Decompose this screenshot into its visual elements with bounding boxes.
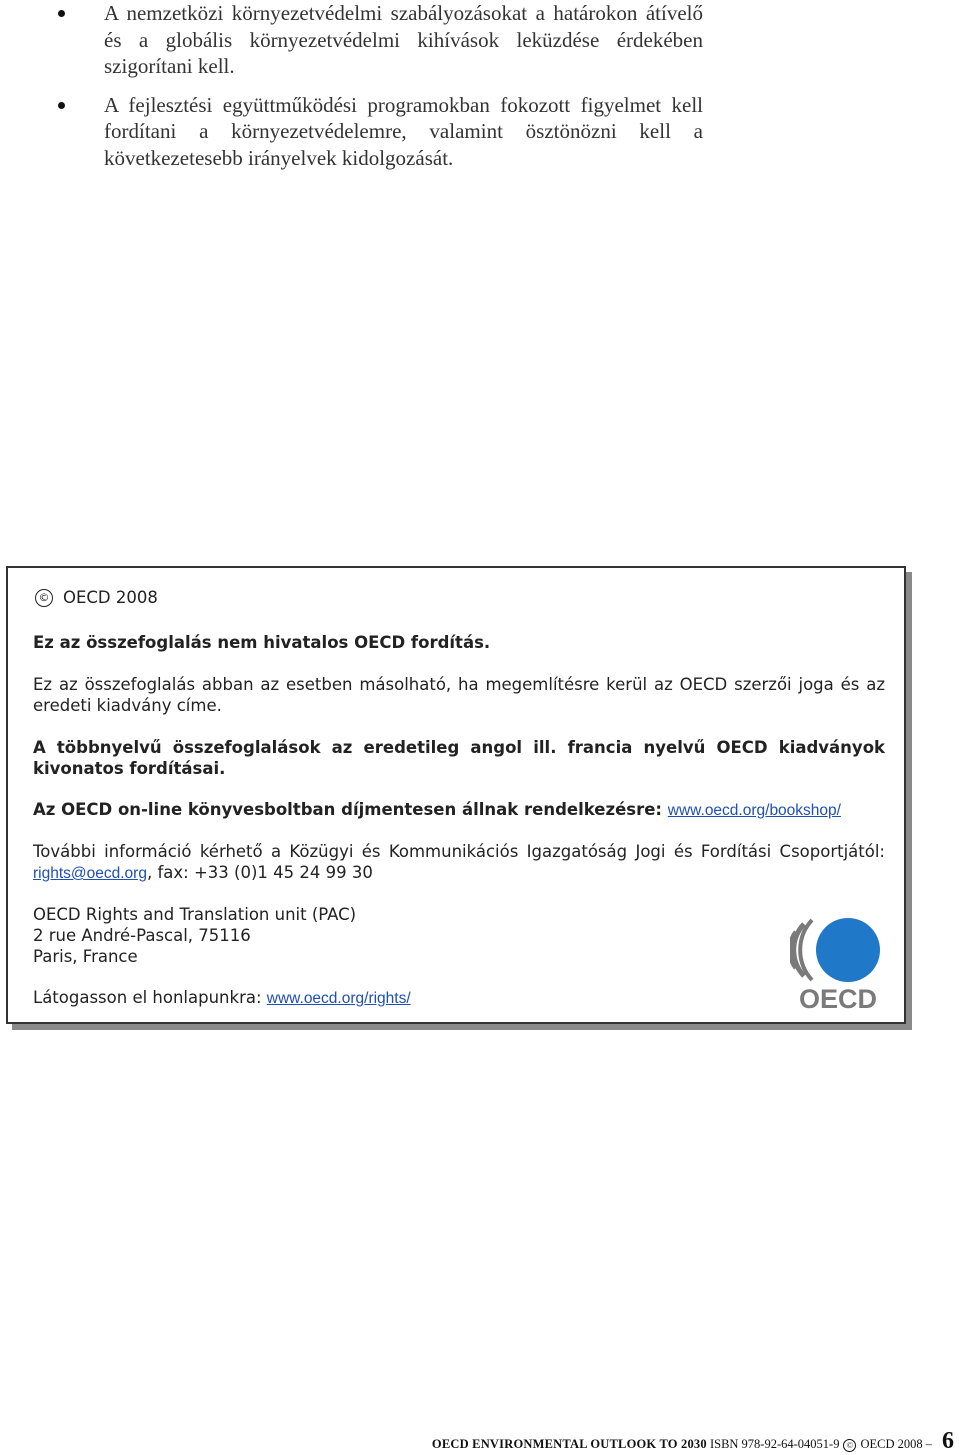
footer-copyright: OECD 2008	[860, 1437, 923, 1451]
reproduce-notice: Ez az összefoglalás abban az esetben másolható, ha megemlítésre kerül az OECD szerzői joga és az eredeti kiadvány címe.	[33, 675, 885, 715]
logo-text: OECD	[798, 984, 878, 1014]
address-line: 2 rue André-Pascal, 75116	[33, 926, 251, 945]
bookshop-line	[33, 799, 885, 821]
copyright-box	[6, 566, 906, 1024]
info-paragraph	[33, 841, 885, 884]
footer-title: OECD ENVIRONMENTAL OUTLOOK TO 2030	[431, 1437, 707, 1451]
page-footer	[432, 1428, 954, 1455]
copyright-line	[35, 588, 158, 607]
copyright-icon: ©	[35, 589, 53, 607]
multilingual-notice: A többnyelvű összefoglalások az eredetileg angol ill. francia nyelvű OECD kiadványok kivonatos fordításai.	[33, 738, 885, 778]
oecd-logo	[790, 914, 886, 1014]
bullet-list	[58, 0, 703, 183]
bullet-icon	[58, 102, 65, 109]
bookshop-link[interactable]: www.oecd.org/bookshop/	[667, 802, 841, 819]
bullet-text: A fejlesztési együttműködési programokban fokozott figyelmet kell fordítani a környezetvédelemre, valamint ösztönözni kell a következetesebb irányelvek kidolgozását.	[104, 92, 703, 170]
address-line: OECD Rights and Translation unit (PAC)	[33, 905, 357, 924]
footer-dash: –	[925, 1437, 932, 1451]
visit-line	[33, 987, 885, 1009]
footer-copyright-icon: ©	[843, 1439, 856, 1452]
address-line: Paris, France	[33, 947, 138, 966]
info-text: További információ kérhető a Közügyi és Kommunikációs Igazgatóság Jogi és Fordítási Csoportjától:	[33, 842, 885, 861]
bullet-text: A nemzetközi környezetvédelmi szabályozásokat a határokon átívelő és a globális környezetvédelmi kihívások leküzdése érdekében szigorítani kell.	[104, 1, 703, 78]
rights-email-link[interactable]: rights@oecd.org	[33, 865, 147, 882]
not-official-notice: Ez az összefoglalás nem hivatalos OECD fordítás.	[33, 633, 491, 652]
bullet-item	[58, 0, 703, 80]
fax-text: , fax: +33 (0)1 45 24 99 30	[146, 863, 373, 882]
bookshop-text: Az OECD on-line könyvesboltban díjmentesen állnak rendelkezésre:	[33, 800, 668, 819]
address-block	[33, 904, 885, 967]
bullet-icon	[58, 10, 65, 17]
rights-website-link[interactable]: www.oecd.org/rights/	[266, 990, 411, 1007]
copyright-text: OECD 2008	[63, 588, 158, 607]
footer-isbn: ISBN 978-92-64-04051-9	[709, 1437, 840, 1451]
logo-blue-circle	[816, 918, 880, 982]
bullet-item	[58, 92, 703, 172]
visit-text: Látogasson el honlapunkra:	[33, 988, 267, 1007]
page-number: 6	[942, 1428, 954, 1454]
